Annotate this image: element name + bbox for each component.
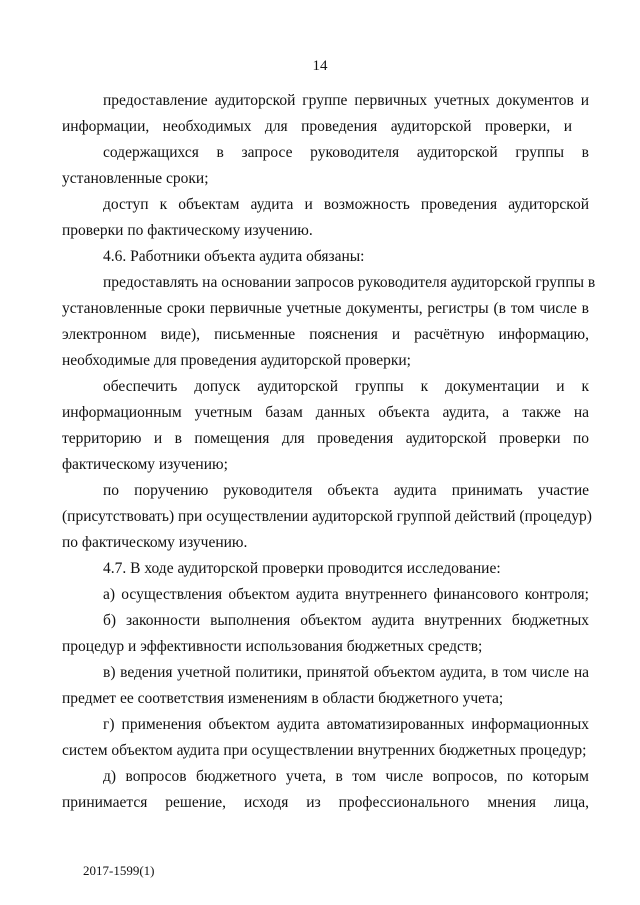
page-number: 14 [312, 58, 328, 74]
text-line: обеспечить допуск аудиторской группы к документации и к [103, 378, 589, 395]
list-item: г) применения объектом аудита автоматизированных информационных [103, 716, 589, 733]
text-line: необходимые для проведения аудиторской проверки; [62, 352, 411, 369]
text-line: установленные сроки первичные учетные документы, регистры (в том числе в [62, 300, 589, 317]
text-line: систем объектом аудита при осуществлении внутренних бюджетных процедур; [62, 742, 587, 759]
text-line: фактическому изучению; [62, 456, 228, 473]
section-heading: 4.6. Работники объекта аудита обязаны: [103, 248, 365, 265]
text-line: принимается решение, исходя из профессионального мнения лица, [62, 794, 589, 811]
text-line: (присутствовать) при осуществлении аудиторской группой действий (процедур) [62, 508, 592, 525]
text-line: предоставление аудиторской группе первичных учетных документов и [103, 92, 589, 109]
text-line: процедур и эффективности использования бюджетных средств; [62, 638, 483, 655]
text-line: информации, необходимых для проведения аудиторской проверки, и [62, 118, 572, 135]
text-line: проверки по фактическому изучению. [62, 222, 313, 239]
section-heading: 4.7. В ходе аудиторской проверки проводится исследование: [103, 560, 501, 577]
list-item: д) вопросов бюджетного учета, в том числе вопросов, по которым [103, 768, 589, 785]
text-line: электронном виде), письменные пояснения и расчётную информацию, [62, 326, 589, 343]
text-line: установленные сроки; [62, 170, 209, 187]
text-line: по фактическому изучению. [62, 534, 248, 551]
list-item: а) осуществления объектом аудита внутреннего финансового контроля; [103, 586, 589, 603]
list-item: в) ведения учетной политики, принятой объектом аудита, в том числе на [103, 664, 589, 681]
text-line: территорию и в помещения для проведения аудиторской проверки по [62, 430, 589, 447]
text-line: содержащихся в запросе руководителя аудиторской группы в [103, 144, 589, 161]
document-code: 2017-1599(1) [83, 863, 155, 878]
list-item: б) законности выполнения объектом аудита внутренних бюджетных [103, 612, 589, 629]
text-line: по поручению руководителя объекта аудита принимать участие [103, 482, 589, 499]
text-line: информационным учетным базам данных объекта аудита, а также на [62, 404, 589, 421]
text-line: доступ к объектам аудита и возможность проведения аудиторской [103, 196, 589, 213]
text-line: предмет ее соответствия изменениям в области бюджетного учета; [62, 690, 504, 707]
text-line: предоставлять на основании запросов руководителя аудиторской группы в [103, 274, 596, 291]
